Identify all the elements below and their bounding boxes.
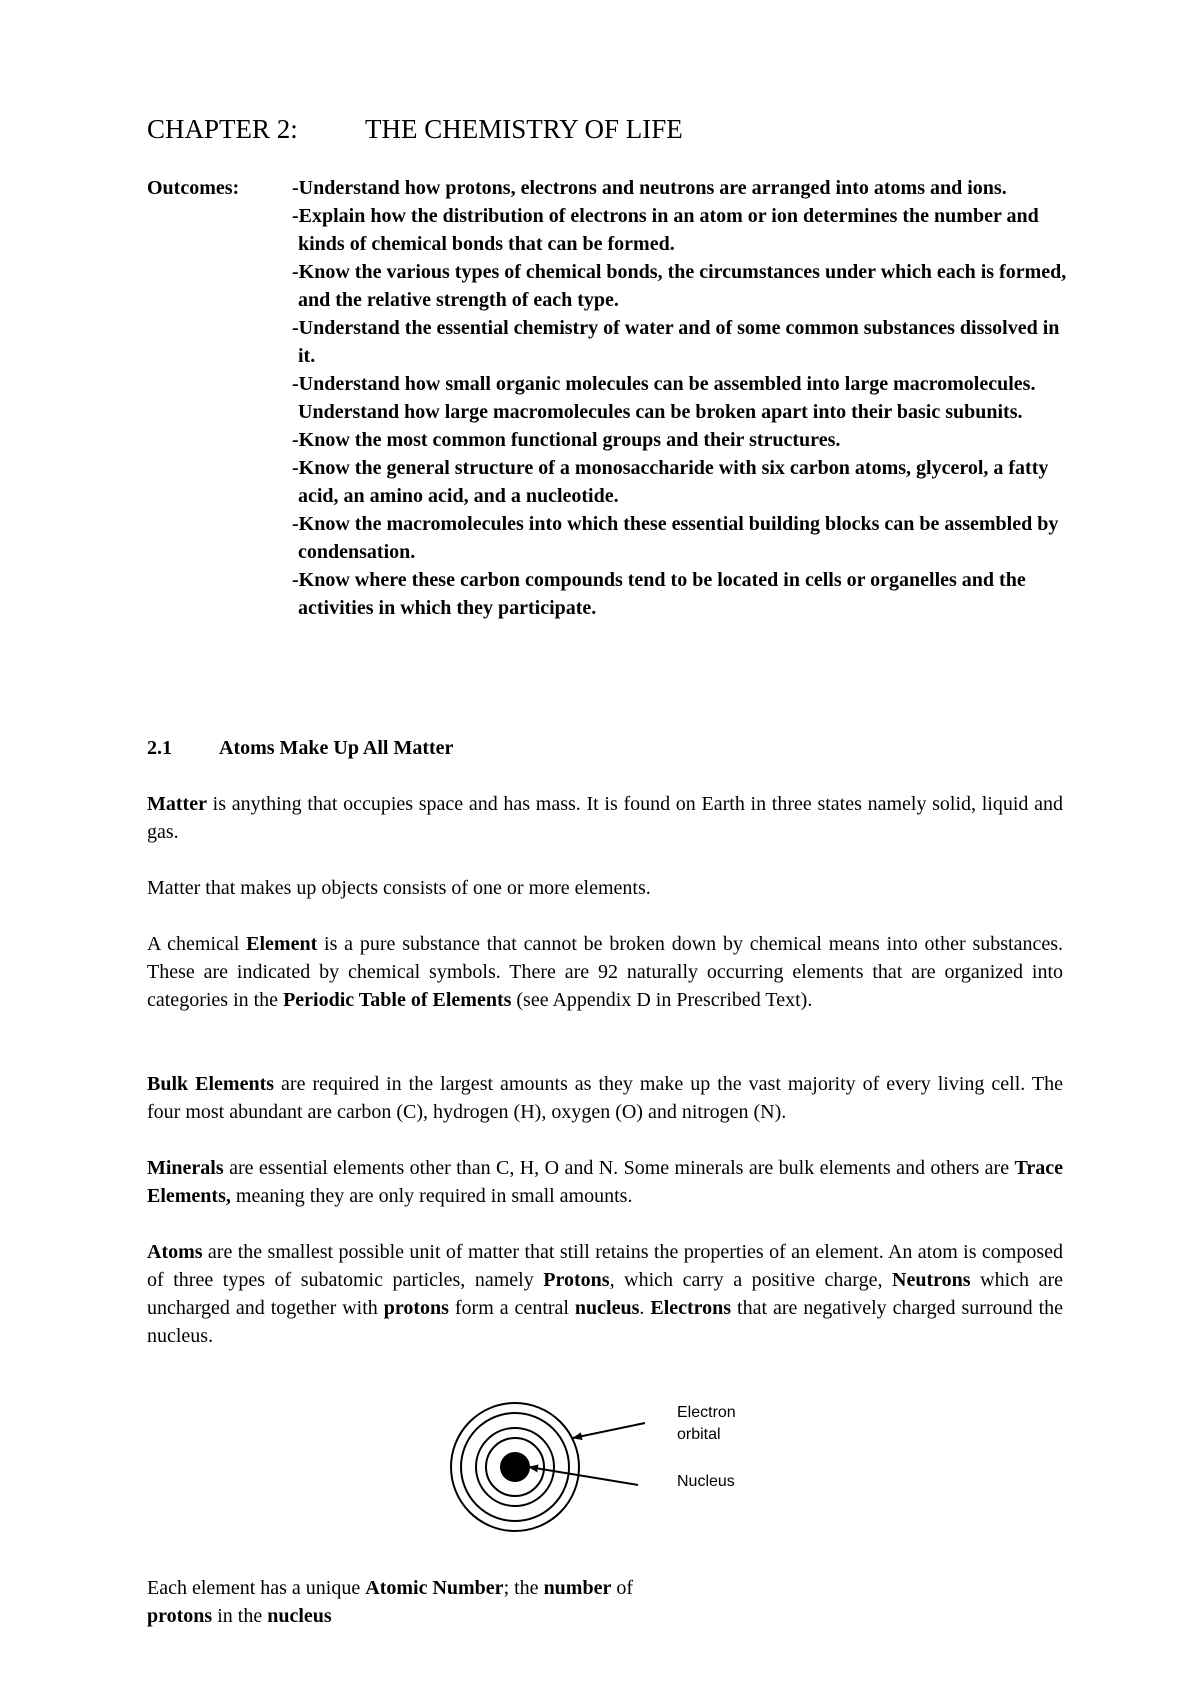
term-protons: protons <box>147 1605 213 1627</box>
paragraph-text: which are uncharged and together with <box>147 1269 1063 1319</box>
paragraph-text: . <box>639 1297 651 1319</box>
chapter-title <box>147 112 683 146</box>
outcome-item: -Understand how protons, electrons and neutrons are arranged into atoms and ions. <box>292 177 1007 199</box>
paragraph-text: A chemical <box>147 933 247 955</box>
nucleus-label: Nucleus <box>677 1473 735 1490</box>
paragraph-text: are the smallest possible unit of matter that still retains the properties of an element. An atom is composed of three types of subatomic particles, namely <box>147 1241 1063 1291</box>
term-protons: Protons <box>543 1269 610 1291</box>
term-atomic-number: Atomic Number <box>365 1577 504 1599</box>
section-title: Atoms Make Up All Matter <box>219 737 454 759</box>
paragraph-text: , which carry a positive charge, <box>609 1269 893 1291</box>
section-heading <box>147 734 453 762</box>
paragraph-text: that are negatively charged surround the nucleus. <box>147 1297 1064 1347</box>
outcomes-list <box>292 174 1072 622</box>
electron-orbital-label: Electron orbital <box>677 1404 736 1443</box>
outcome-item: -Know the macromolecules into which these essential building blocks can be assembled by condensation. <box>292 513 1059 563</box>
paragraph-bulk-elements <box>147 1070 1063 1126</box>
outcome-item: -Know the most common functional groups and their structures. <box>292 429 841 451</box>
section-number: 2.1 <box>147 737 172 759</box>
term-periodic-table: Periodic Table of Elements <box>283 989 512 1011</box>
paragraph-text: Matter that makes up objects consists of one or more elements. <box>147 877 651 899</box>
term-nucleus: nucleus <box>267 1605 332 1627</box>
outcome-item: -Understand how small organic molecules can be assembled into large macromolecules. Understand how large macromolecules can be broken apart into their basic subunits. <box>292 373 1036 423</box>
paragraph-matter <box>147 790 1063 846</box>
term-nucleus: nucleus <box>574 1297 640 1319</box>
paragraph-elements <box>147 874 1063 902</box>
term-trace-elements: Trace Elements, <box>147 1157 1063 1207</box>
term-electrons: Electrons <box>650 1297 732 1319</box>
outcome-item: -Know the various types of chemical bonds, the circumstances under which each is formed, and the relative strength of each type. <box>292 261 1067 311</box>
paragraph-atomic-number <box>147 1574 647 1630</box>
paragraph-text: are required in the largest amounts as they make up the vast majority of every living cell. The four most abundant are carbon (C), hydrogen (H), oxygen (O) and nitrogen (N). <box>147 1073 1063 1123</box>
paragraph-text: ; the <box>503 1577 544 1599</box>
paragraph-text: are essential elements other than C, H, O and N. Some minerals are bulk elements and others are <box>223 1157 1015 1179</box>
chapter-number: CHAPTER 2: <box>147 114 298 144</box>
outcome-item: -Know where these carbon compounds tend to be located in cells or organelles and the activities in which they participate. <box>292 569 1026 619</box>
term-neutrons: Neutrons <box>892 1269 971 1291</box>
term-atoms: Atoms <box>147 1241 203 1263</box>
outcome-item: -Understand the essential chemistry of water and of some common substances dissolved in it. <box>292 317 1060 367</box>
paragraph-text: of <box>611 1577 634 1599</box>
term-bulk-elements: Bulk Elements <box>147 1073 275 1095</box>
paragraph-element-definition <box>147 930 1063 1014</box>
term-protons: protons <box>383 1297 449 1319</box>
nucleus-dot <box>500 1452 530 1482</box>
paragraph-text: meaning they are only required in small amounts. <box>230 1185 633 1207</box>
paragraph-text: (see Appendix D in Prescribed Text). <box>511 989 813 1011</box>
electron-orbital-arrow <box>573 1423 645 1438</box>
paragraph-text: form a central <box>448 1297 575 1319</box>
term-minerals: Minerals <box>147 1157 224 1179</box>
term-element: Element <box>246 933 318 955</box>
term-matter: Matter <box>147 793 207 815</box>
paragraph-text: is anything that occupies space and has mass. It is found on Earth in three states namely solid, liquid and gas. <box>147 793 1063 843</box>
outcome-item: -Know the general structure of a monosaccharide with six carbon atoms, glycerol, a fatty acid, an amino acid, and a nucleotide. <box>292 457 1049 507</box>
paragraph-minerals <box>147 1154 1063 1210</box>
nucleus-arrow <box>529 1467 638 1485</box>
chapter-name: THE CHEMISTRY OF LIFE <box>365 114 683 144</box>
paragraph-text: Each element has a unique <box>147 1577 366 1599</box>
outcome-item: -Explain how the distribution of electrons in an atom or ion determines the number and kinds of chemical bonds that can be formed. <box>292 205 1039 255</box>
paragraph-text: in the <box>212 1605 268 1627</box>
paragraph-atoms <box>147 1238 1063 1350</box>
term-number: number <box>543 1577 612 1599</box>
paragraph-text: is a pure substance that cannot be broken down by chemical means into other substances. These are indicated by chemical symbols. There are 92 naturally occurring elements that are organized into categories in the <box>147 933 1063 1011</box>
outcomes-label: Outcomes: <box>147 177 240 199</box>
